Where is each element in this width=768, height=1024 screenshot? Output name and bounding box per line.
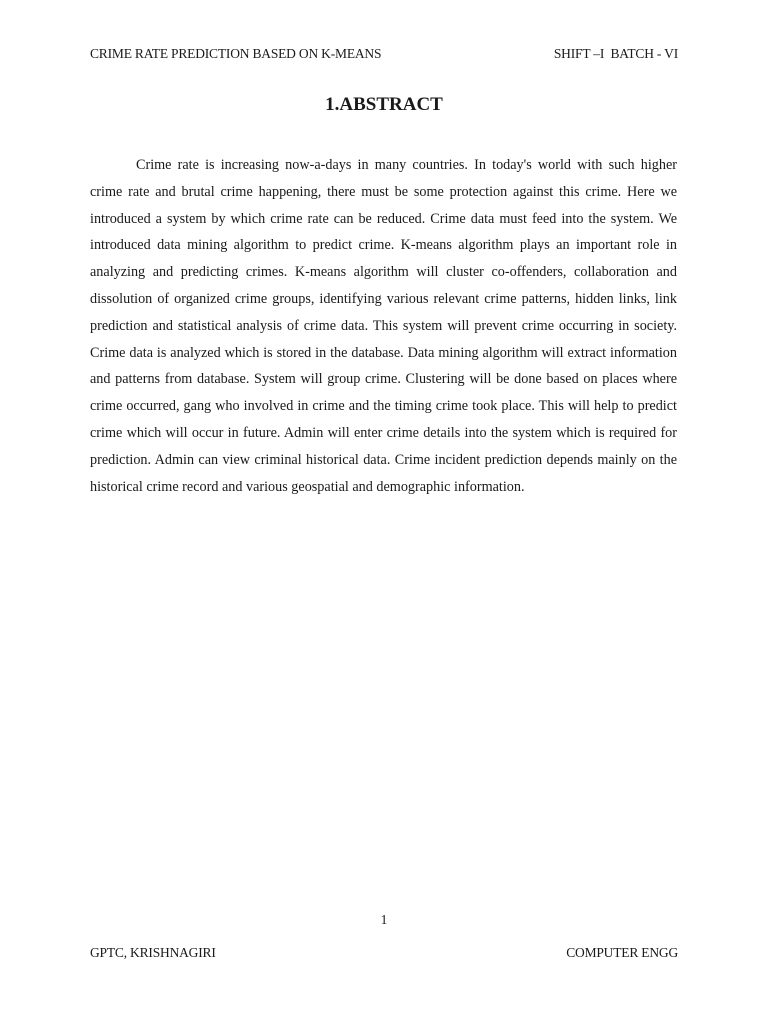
header-batch-info: SHIFT –I BATCH - VI — [553, 46, 678, 61]
abstract-paragraph: Crime rate is increasing now-a-days in many countries. In today's world with such higher crime rate and brutal crime happening, there must be some protection against this crime. Here we introduced a system by which crime rate can be reduced. Crime data must feed into the system. We introduced data mining algorithm to predict crime. K-means algorithm plays an important role in analyzing and predicting crimes. K-means algorithm will cluster co-offenders, collaboration and dissolution of organized crime groups, identifying various relevant crime patterns, hidden links, link prediction and statistical analysis of crime data. This system will prevent crime occurring in society. Crime data is analyzed which is stored in the database. Data mining algorithm will extract information and patterns from database. System will group crime. Clustering will be done based on places where crime occurred, gang who involved in crime and the timing crime took place. This will help to predict crime which will occur in future. Admin will enter crime details into the system which is required for prediction. Admin can view criminal historical data. Crime incident prediction depends mainly on the historical crime record and various geospatial and demographic information. — [90, 157, 677, 495]
page-number: 1 — [380, 912, 388, 927]
footer-institution: GPTC, KRISHNAGIRI — [90, 945, 216, 960]
page-footer — [90, 945, 678, 961]
header-project-title: CRIME RATE PREDICTION BASED ON K-MEANS — [90, 46, 382, 61]
page-header — [90, 46, 678, 62]
footer-department: COMPUTER ENGG — [566, 945, 678, 960]
section-title: 1.ABSTRACT — [325, 94, 443, 115]
